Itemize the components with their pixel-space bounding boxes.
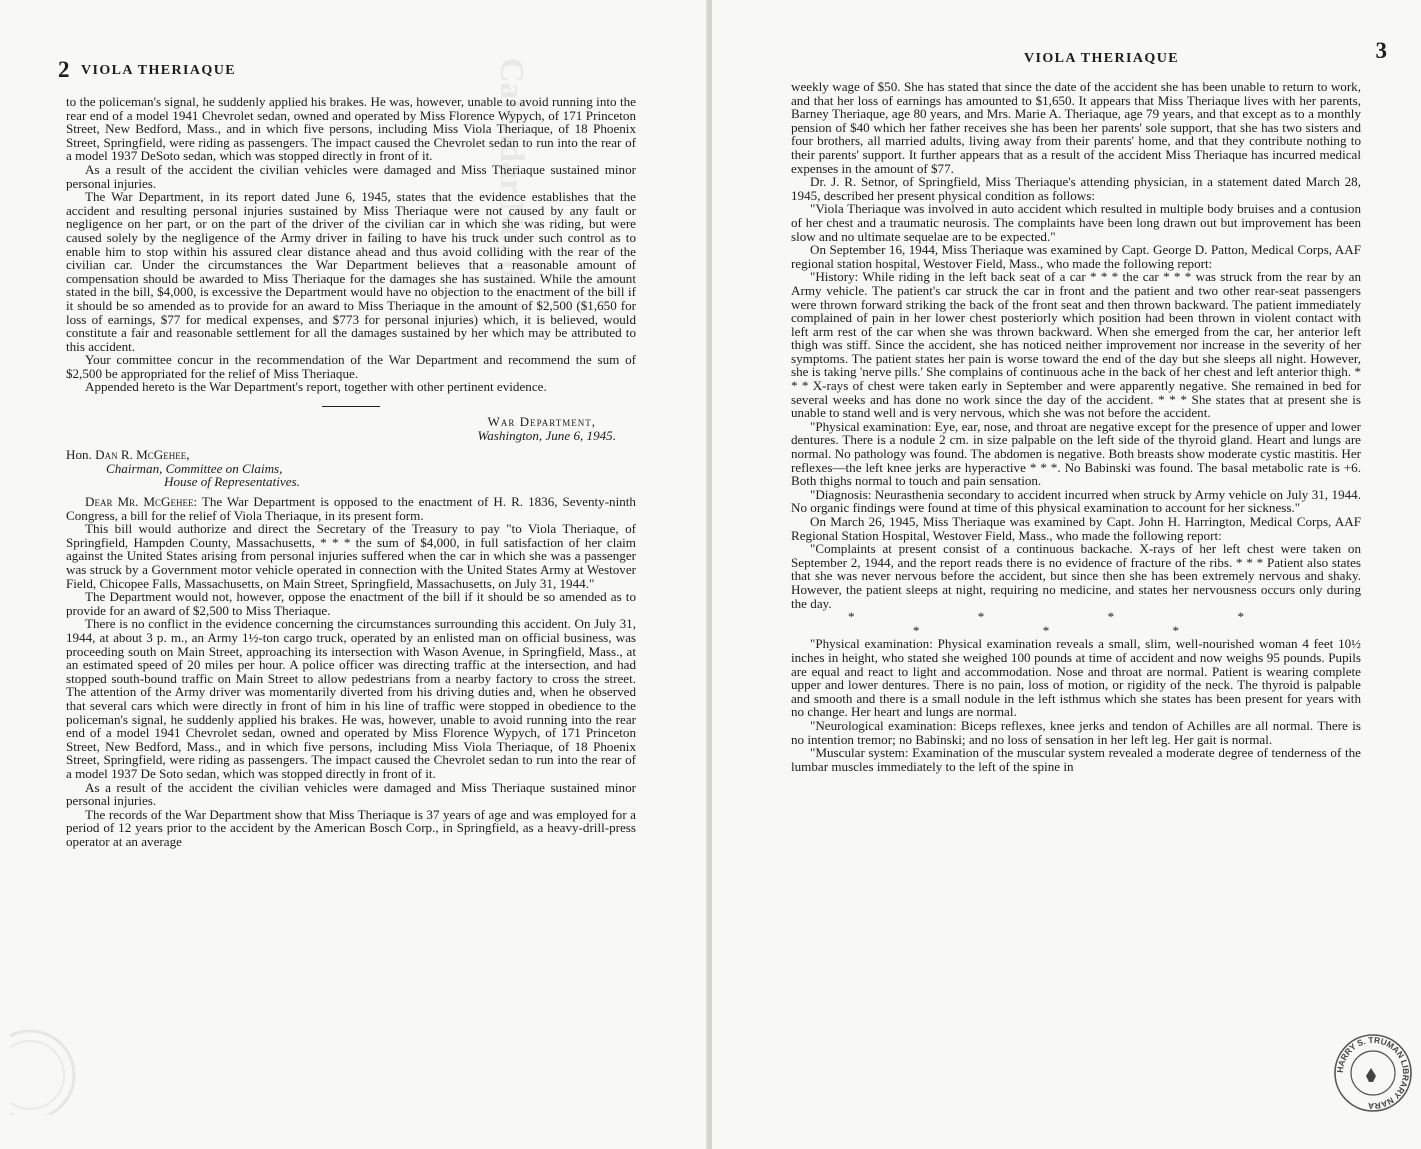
quoted-paragraph: "Neurological examination: Biceps reflexes, knee jerks and tendon of Achilles are all normal. There is no intention tremor; no Babinski; and no loss of sensation in her left leg. Her gait is normal. — [791, 717, 1361, 747]
paragraph: Appended hereto is the War Department's report, together with other pertinent evidence. — [85, 379, 547, 395]
addressee-title: Chairman, Committee on Claims, — [106, 460, 283, 476]
left-running-head — [58, 57, 636, 82]
right-page — [712, 0, 1421, 1149]
letter-paragraph: This bill would authorize and direct the Secretary of the Treasury to pay "to Viola Theriaque, of Springfield, Hampden County, Massachusetts, * * * the sum of $4,000, in full satisfaction of her claim against the United States arising from personal injuries suffered when the car in which she was a passenger was struck by a Government motor vehicle operated in connection with the United States Army at Westover Field, Chicopee Falls, Massachusetts, on Main Street, Springfield, Massachusetts, on July 31, 1944." — [66, 521, 636, 591]
right-body-text — [791, 80, 1361, 773]
faint-stamp-icon — [10, 1005, 90, 1115]
bleed-through-text: Calendar No. 874 — [493, 58, 530, 312]
paragraph: On March 26, 1945, Miss Theriaque was examined by Capt. John H. Harrington, Medical Corps, AAF Regional Station Hospital, Westover Field, Mass., who made the following report: — [791, 514, 1361, 543]
page-number: 3 — [1375, 38, 1387, 63]
letterhead-date: Washington, June 6, 1945. — [477, 427, 616, 443]
quoted-paragraph: "Muscular system: Examination of the muscular system revealed a moderate degree of tenderness of the lumbar muscles immediately to the left of the spine in — [791, 745, 1361, 774]
letterhead-department: War Department, — [487, 414, 596, 430]
letterhead — [66, 414, 616, 443]
paragraph: to the policeman's signal, he suddenly applied his brakes. He was, however, unable to avoid running into the rear end of a model 1941 Chevrolet sedan, owned and operated by Miss Florence Wypych, of 171 Princeton Street, New Bedford, Mass., and in which five persons, including Miss Viola Theriaque, of 18 Phoenix Street, Springfield, were riding as passengers. The impact caused the Chevrolet sedan to run into the rear of a model 1937 DeSoto sedan, which was stopped directly in front of it. — [66, 94, 636, 164]
paragraph: As a result of the accident the civilian vehicles were damaged and Miss Theriaque sustained minor personal injuries. — [66, 161, 636, 191]
letter-opening — [66, 495, 636, 522]
quoted-paragraph: "Physical examination: Physical examination reveals a small, slim, well-nourished woman 4 feet 10½ inches in height, who stated she weighed 100 pounds at time of accident and now weighs 95 pounds. Pupils are equal and react to light and accommodation. Nose and throat are normal. Patient is wearing complete upper and lower dentures. There is no pain, loss of motion, or rigidity of the neck. The thyroid is palpable and smooth and there is a small nodule in the left isthmus which she states has been present for years with no change. Her heart and lungs are normal. — [791, 636, 1361, 720]
right-running-head — [791, 38, 1387, 69]
addressee-body: House of Representatives. — [164, 474, 300, 490]
letter-paragraph: The records of the War Department show that Miss Theriaque is 37 years of age and was employed for a period of 12 years prior to the accident by the American Bosch Corp., in Springfield, as a heavy-drill-press operator at an average — [66, 806, 636, 849]
library-stamp-icon — [1330, 1030, 1416, 1116]
addressee-prefix: Hon. — [66, 447, 96, 463]
paragraph: On September 16, 1944, Miss Theriaque was examined by Capt. George D. Patton, Medical Corps, AAF regional station hospital, Westover Field, Mass., who made the following report: — [791, 242, 1361, 271]
letter-paragraph: As a result of the accident the civilian vehicles were damaged and Miss Theriaque sustained minor personal injuries. — [66, 779, 636, 809]
quoted-paragraph: "Physical examination: Eye, ear, nose, and throat are negative except for the presence of upper and lower dentures. There is a nodule 2 cm. in size palpable on the left side of the thyroid gland. Heart and lungs are normal. No pathology was found. The abdomen is negative. Both breasts show moderate cystic mastitis. Her reflexes—the left knee jerks are hyperactive * * *. No Babinski was found. The basal metabolic rate is +6. Both thighs normal to touch and pain sensation. — [791, 418, 1361, 489]
addressee-line — [66, 448, 636, 462]
paragraph: Your committee concur in the recommendation of the War Department and recommend the sum of $2,500 be appropriated for the relief of Miss Theriaque. — [66, 352, 636, 381]
running-title: VIOLA THERIAQUE — [81, 63, 236, 78]
page-number: 2 — [58, 57, 70, 82]
quoted-paragraph: "Viola Theriaque was involved in auto accident which resulted in multiple body bruises and a contusion of her chest and a traumatic neurosis. The complaints have been long drawn out but improvement has been slow and no ultimate sequelae are to be expected." — [791, 201, 1361, 244]
paragraph: The War Department, in its report dated June 6, 1945, states that the evidence establishes that the accident and resulting personal injuries sustained by Miss Theriaque were not caused by any fault or negligence on her part, or on the part of the driver of the civilian car in which she was riding, but were caused solely by the negligence of the Army driver in failing to have his truck under such control as to enable him to stop within his assured clear distance ahead and thus avoid colliding with the rear of the civilian car. Under the circumstances the War Department believes that a reasonable amount of compensation should be awarded to Miss Theriaque for the damages she has sustained. While the amount stated in the bill, $4,000, is excessive the Department would have no objection to the enactment of the bill if it should be so amended as to provide for an award to Miss Theriaque in the amount of $2,500 ($1,650 for loss of earnings, $77 for medical expenses, and $773 for personal injuries) which, it is believed, would constitute a fair and reasonable settlement for all the damages sustained by her which may be attributed to this accident. — [66, 189, 636, 354]
section-divider — [322, 406, 380, 407]
letter-paragraph: There is no conflict in the evidence concerning the circumstances surrounding this accident. On July 31, 1944, at about 3 p. m., an Army 1½-ton cargo truck, operated by an enlisted man on official business, was proceeding south on Main Street, approaching its intersection with Wason Avenue, in Springfield, Mass., at an estimated speed of 20 miles per hour. A police officer was directing traffic at the intersection, and had stopped south-bound traffic on Main Street to allow pedestrians from a nearby factory to cross the street. The attention of the Army driver was momentarily diverted from his driving duties and, when he observed that several cars which were directly in front of him in his line of traffic were stopped in obedience to the policeman's signal, he suddenly applied his brakes. He was, however, unable to avoid running into the rear end of a model 1941 Chevrolet sedan, owned and operated by Miss Florence Wypych, of 171 Princeton Street, New Bedford, Mass., and in which five persons, including Miss Viola Theriaque, of 18 Phoenix Street, Springfield, were riding as passengers. The impact caused the Chevrolet sedan to run into the rear of a model 1937 De Soto sedan, which was stopped directly in front of it. — [66, 616, 636, 781]
quoted-paragraph: "Diagnosis: Neurasthenia secondary to accident incurred when struck by Army vehicle on July 31, 1944. No organic findings were found at time of this physical examination to account for her sickness." — [791, 486, 1361, 516]
inside-address — [66, 448, 636, 489]
quoted-paragraph: "Complaints at present consist of a continuous backache. X-rays of her left chest were taken on September 2, 1944, and the report reads there is no evidence of fracture of the ribs. * * * Patient also states that she was never nervous before the accident, but since then she has been extremely nervous and shaky. However, the patient sleeps at night, requiring no medicine, and states her nervousness occurs only during the day. — [791, 541, 1361, 611]
running-title: VIOLA THERIAQUE — [1024, 51, 1179, 66]
paragraph: Dr. J. R. Setnor, of Springfield, Miss Theriaque's attending physician, in a statement dated March 28, 1945, described her present physical condition as follows: — [791, 174, 1361, 203]
letter-paragraph: The Department would not, however, oppose the enactment of the bill if it should be so amended as to provide for an award of $2,500 to Miss Theriaque. — [66, 589, 636, 618]
left-page — [0, 0, 708, 1149]
paragraph: weekly wage of $50. She has stated that since the date of the accident she has been unable to return to work, and that her loss of earnings has amounted to $1,650. It appears that Miss Theriaque lives with her parents, Barney Theriaque, age 80 years, and Mrs. Marie A. Theriaque, age 79 years, and that except as to a monthly pension of $40 which her father receives she has been her parents' sole support, that she has two sisters and four brothers, all married adults, living away from their parents' home, and that they contribute nothing to their parents' support. It further appears that as a result of the accident Miss Theriaque has incurred medical expenses in the amount of $77. — [791, 79, 1361, 176]
stamp-text: HARRY S. TRUMAN LIBRARY NARA — [1334, 1034, 1412, 1112]
letter-paragraph: The War Department is opposed to the enactment of H. R. 1836, Seventy-ninth Congress, a bill for the relief of Viola Theriaque, in its present form. — [66, 494, 636, 523]
quoted-paragraph: "History: While riding in the left back seat of a car * * * the car * * * was struck from the rear by an Army vehicle. The patient's car struck the car in front and the patient and two other rear-seat passengers were thrown forward striking the back of the front seat and then thrown backward. The patient immediately complained of pain in her lower chest posteriorly which position had been thrown in violent contact with left arm rest of the car when she was thrown backward. When she emerged from the car, her anterior left thigh was stiff. Since the accident, she has noticed neither improvement nor increase in the severity of her symptoms. The patient states her pain is worse toward the end of the day but she sleeps all night. However, she is taking 'nerve pills.' She complains of continuous ache in the back of her chest and left anterior thigh. * * * X-rays of chest were taken early in September and were apparently negative. She remained in bed for several weeks and has done no work since the day of the accident. * * * She states that at present she is unable to stand well and is very nervous, which she was not before the accident. — [791, 269, 1361, 421]
ellipsis-stars: * * * * * * * — [847, 609, 1304, 638]
left-body-text — [66, 95, 636, 848]
addressee-name: Dan R. McGehee, — [95, 447, 190, 463]
salutation: Dear Mr. McGehee: — [85, 494, 198, 510]
